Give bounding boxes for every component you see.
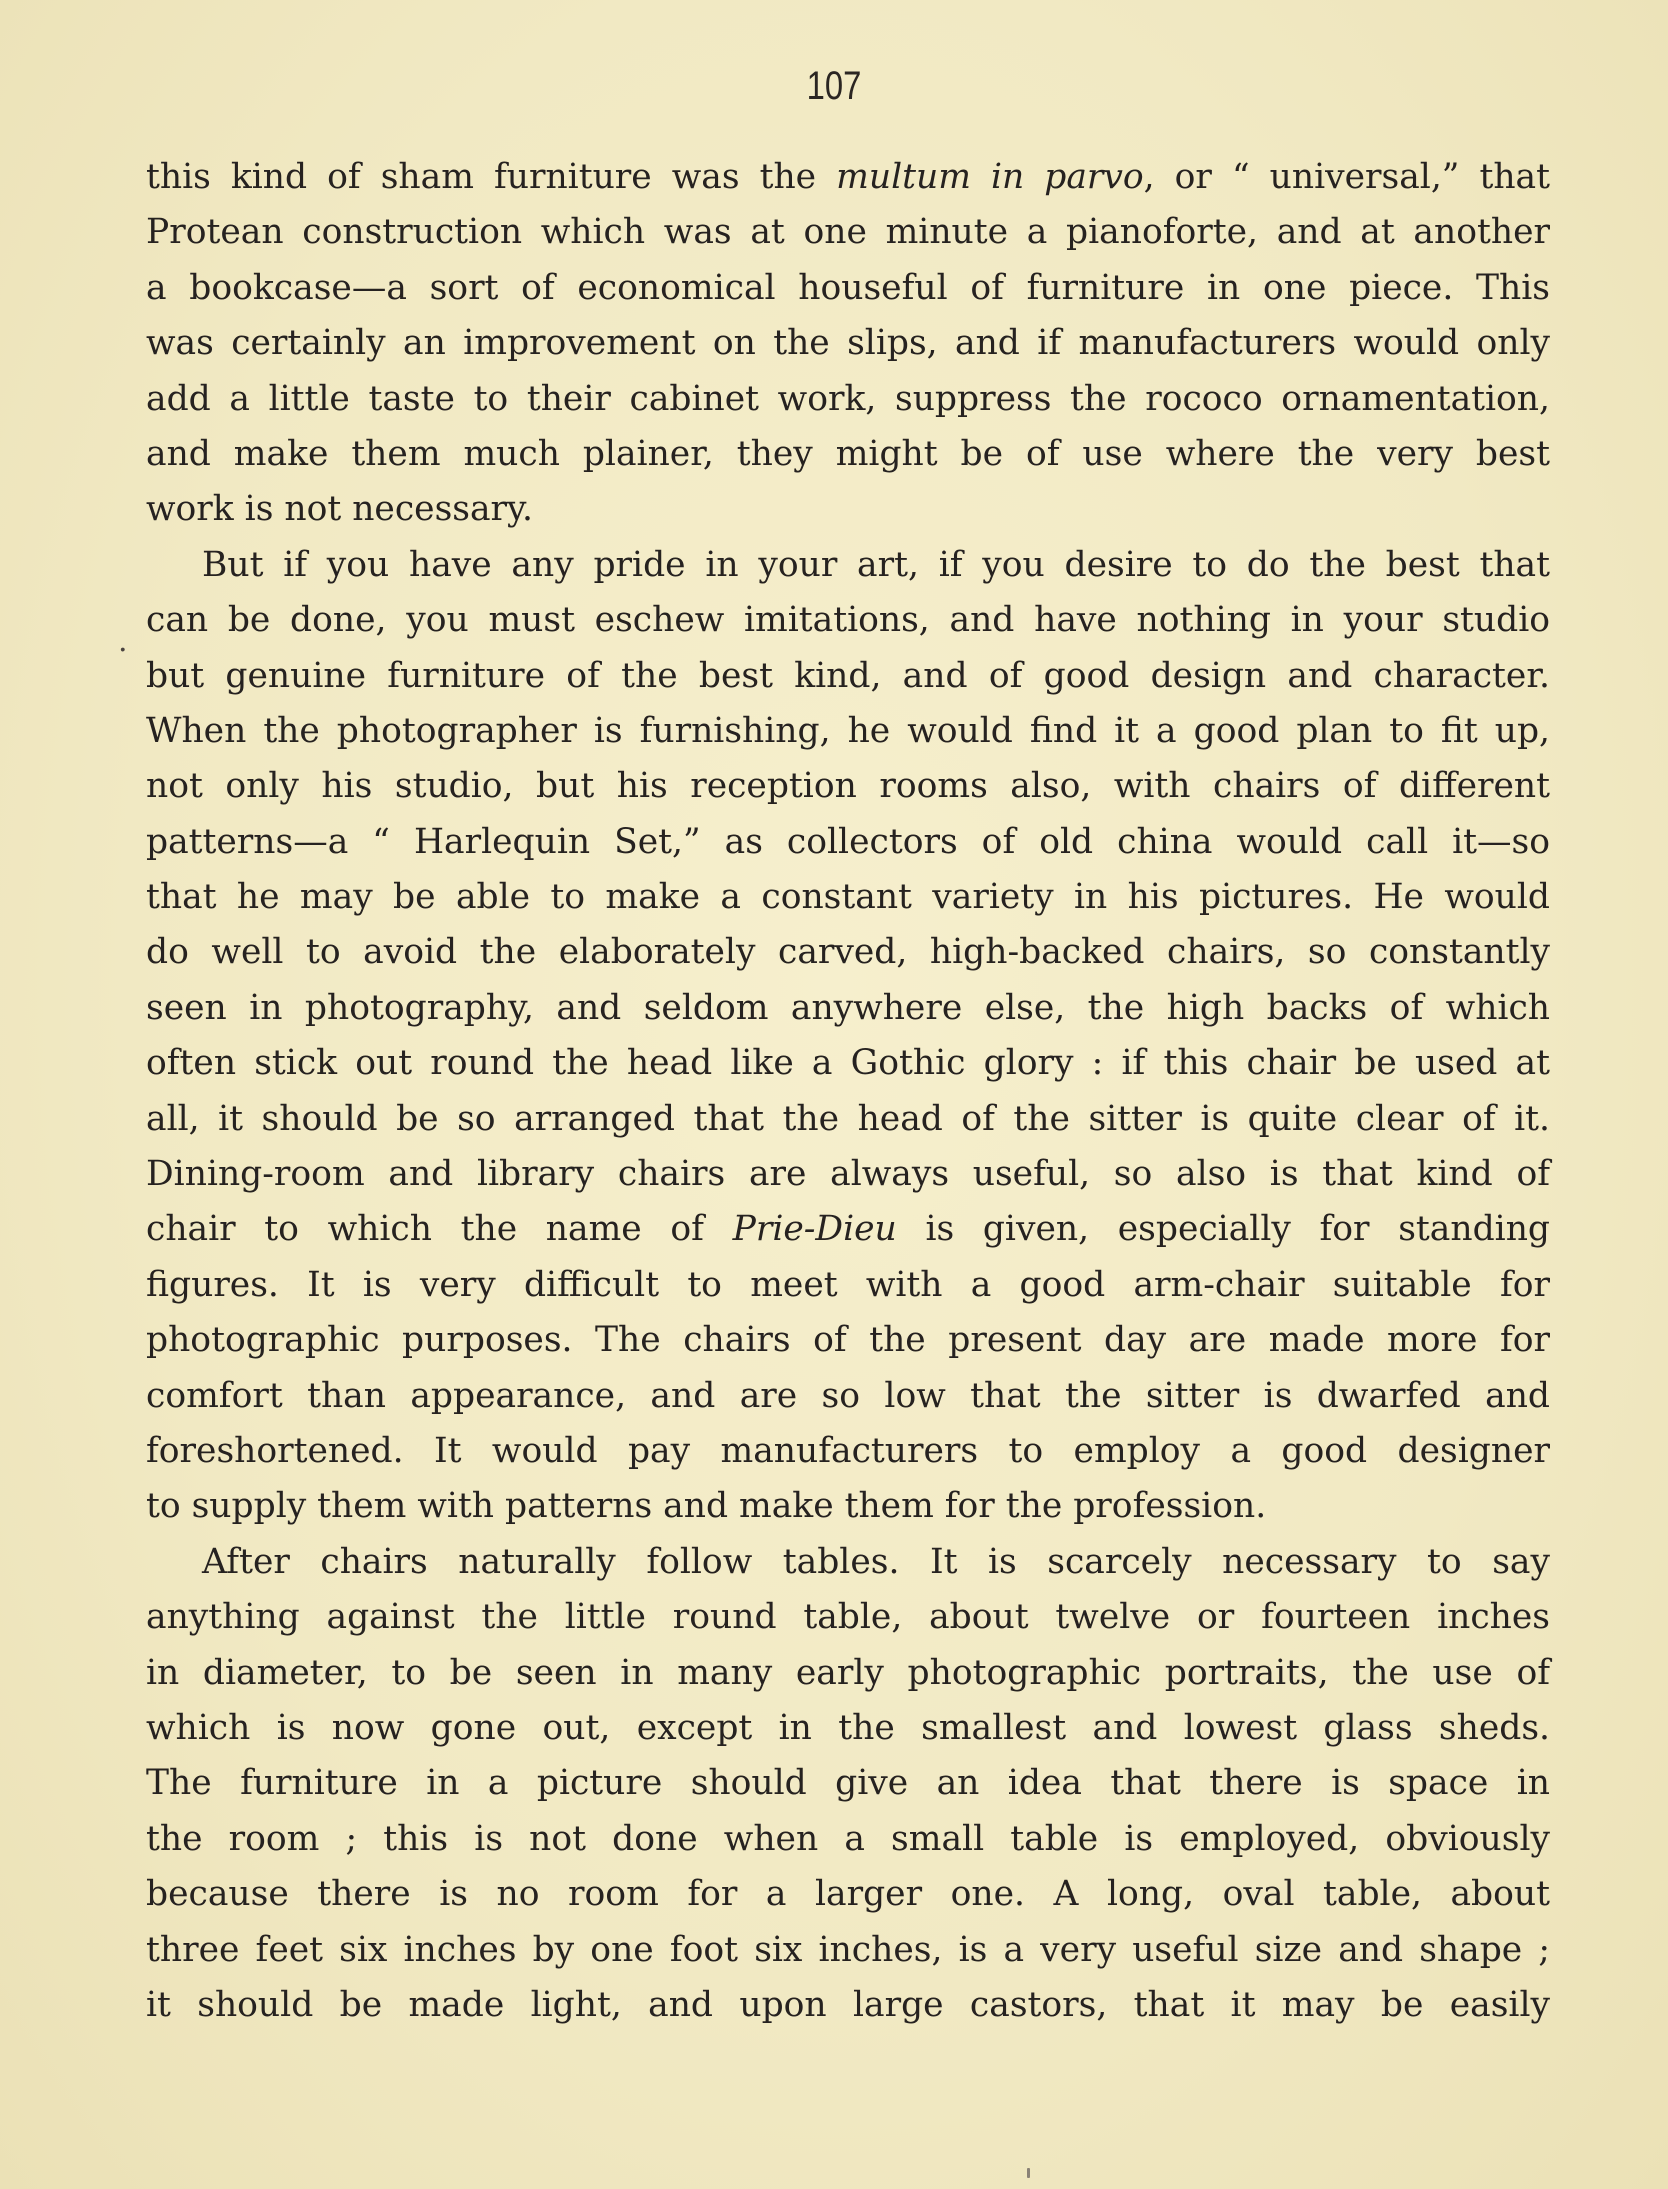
text-line: which is now gone out, except in the smallest and lowest glass sheds. [146, 1707, 1550, 1748]
text-line: that he may be able to make a constant variety in his pictures. He would [146, 877, 1550, 918]
text-line: a bookcase—a sort of economical houseful of furniture in one piece. This [146, 267, 1550, 308]
text-line: But if you have any pride in your art, if you desire to do the best that [202, 544, 1550, 585]
text-line: After chairs naturally follow tables. It is scarcely necessary to say [202, 1541, 1550, 1582]
text-line: because there is no room for a larger one. A long, oval table, about [146, 1874, 1550, 1915]
text-line: but genuine furniture of the best kind, and of good design and character. [146, 655, 1550, 696]
text-line: Protean construction which was at one minute a pianoforte, and at another [146, 212, 1550, 253]
text-line: it should be made light, and upon large castors, that it may be easily [146, 1984, 1550, 2025]
text-line: foreshortened. It would pay manufacturers to employ a good designer [146, 1430, 1550, 1471]
text-line: was certainly an improvement on the slips, and if manufacturers would only [146, 323, 1550, 364]
text-line: all, it should be so arranged that the head of the sitter is quite clear of it. [146, 1098, 1550, 1139]
text-line: The furniture in a picture should give an idea that there is space in [146, 1763, 1550, 1804]
text-line: not only his studio, but his reception rooms also, with chairs of different [146, 766, 1550, 807]
text-line: chair to which the name of Prie-Dieu is given, especially for standing [146, 1209, 1551, 1250]
text-line: patterns—a “ Harlequin Set,” as collectors of old china would call it—so [146, 821, 1550, 862]
text-line: to supply them with patterns and make them for the profession. [146, 1486, 1267, 1527]
text-line: can be done, you must eschew imitations, and have nothing in your studio [146, 600, 1550, 641]
italic-phrase: multum in parvo [836, 157, 1144, 197]
text-line: the room ; this is not done when a small table is employed, obviously [146, 1818, 1550, 1859]
text-line: comfort than appearance, and are so low that the sitter is dwarfed and [146, 1375, 1550, 1416]
body-text [146, 150, 1550, 2033]
text-line: figures. It is very difficult to meet with a good arm-chair suitable for [146, 1264, 1550, 1305]
page-number: 107 [806, 64, 862, 108]
paper-speck [1027, 2168, 1030, 2178]
margin-mark: . [118, 624, 128, 659]
text-line: work is not necessary. [146, 489, 533, 530]
text-line: do well to avoid the elaborately carved, high-backed chairs, so constantly [146, 932, 1550, 973]
text-line: in diameter, to be seen in many early photographic portraits, the use of [146, 1652, 1550, 1693]
text-line: anything against the little round table, about twelve or fourteen inches [146, 1597, 1550, 1638]
text-line: often stick out round the head like a Gothic glory : if this chair be used at [146, 1043, 1550, 1084]
text-line: and make them much plainer, they might be of use where the very best [146, 433, 1550, 474]
text-line: photographic purposes. The chairs of the present day are made more for [146, 1320, 1550, 1361]
text-line: three feet six inches by one foot six inches, is a very useful size and shape ; [146, 1929, 1550, 1970]
italic-phrase: Prie-Dieu [732, 1209, 897, 1250]
text-line: this kind of sham furniture was the multum in parvo, or “ universal,” that [146, 157, 1550, 197]
text-line: add a little taste to their cabinet work, suppress the rococo ornamentation, [146, 378, 1550, 419]
text-line: seen in photography, and seldom anywhere else, the high backs of which [146, 987, 1550, 1028]
text-line: When the photographer is furnishing, he would find it a good plan to fit up, [146, 710, 1550, 751]
text-line: Dining-room and library chairs are always useful, so also is that kind of [146, 1154, 1550, 1195]
